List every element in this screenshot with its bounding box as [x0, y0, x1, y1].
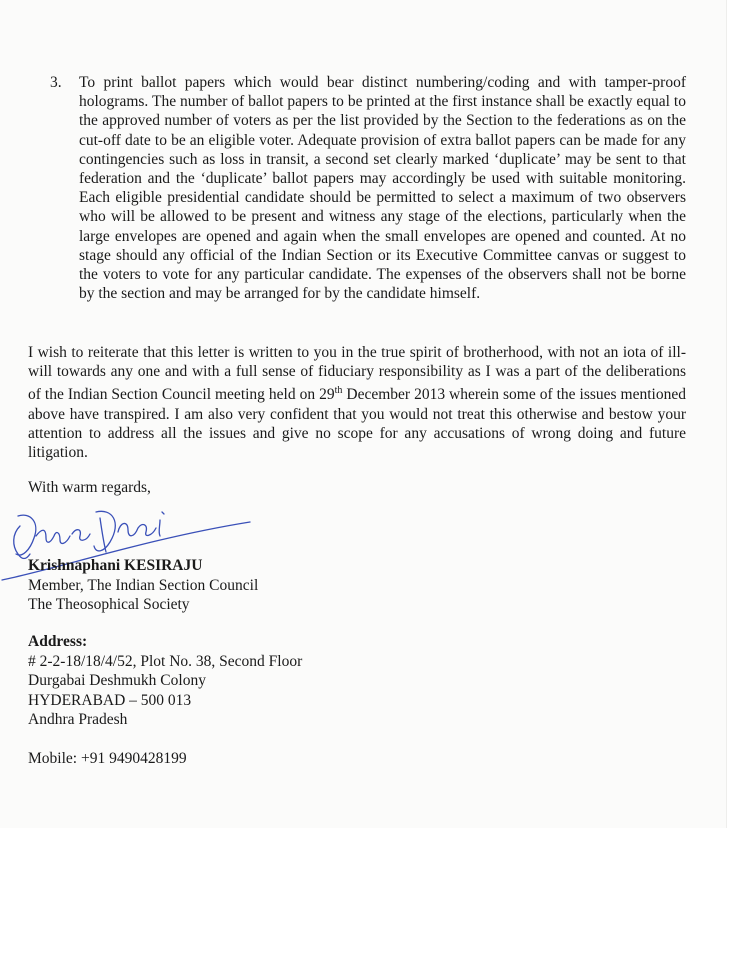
signatory-organization: The Theosophical Society	[28, 596, 190, 614]
paragraph-text-part-2: December 2013 wherein some of the issues mentioned above have transpired. I am also very confident that you would not treat this otherwise and bestow your attention to address all the issues and give no scope for any accusations of wrong doing and future litigation.	[28, 386, 686, 462]
signatory-name: Krishnaphani KESIRAJU	[28, 557, 203, 574]
signatory-block	[28, 556, 258, 615]
address-line: Andhra Pradesh	[28, 711, 128, 729]
address-line: # 2-2-18/18/4/52, Plot No. 38, Second Floor	[28, 652, 303, 670]
closing-salutation: With warm regards,	[28, 479, 151, 496]
address-line: HYDERABAD – 500 013	[28, 691, 192, 709]
signatory-role: Member, The Indian Section Council	[28, 576, 259, 594]
mobile-number: Mobile: +91 9490428199	[28, 750, 187, 767]
body-paragraph	[28, 343, 686, 462]
address-block	[28, 632, 302, 730]
ordinal-superscript: th	[334, 385, 343, 397]
address-line: Durgabai Deshmukh Colony	[28, 672, 206, 690]
address-heading: Address:	[28, 633, 88, 650]
list-item-text: To print ballot papers which would bear distinct numbering/coding and with tamper-proof holograms. The number of ballot papers to be printed at the first instance shall be exactly equal to the approved number of voters as per the list provided by the Section to the federations as on the cut-off date to be an eligible voter. Adequate provision of extra ballot papers can be made for any contingencies such as loss in transit, a second set clearly marked ‘duplicate’ may be sent to that federation and the ‘duplicate’ ballot papers may accordingly be used with suitable monitoring. Each eligible presidential candidate should be permitted to select a maximum of two observers who will be allowed to be present and witness any stage of the elections, particularly when the large envelopes are opened and again when the small envelopes are opened and counted. At no stage should any official of the Indian Section or its Executive Committee canvas or suggest to the voters to vote for any particular candidate. The expenses of the observers shall not be borne by the section and may be arranged for by the candidate himself.	[79, 74, 686, 303]
list-item-number: 3.	[50, 74, 62, 91]
numbered-list-item	[50, 73, 686, 303]
paragraph-text-part-1: I wish to reiterate that this letter is written to you in the true spirit of brotherhood, with not an iota of ill-will towards any one and with a full sense of fiduciary responsibility as I was a part of the deliberations of the Indian Section Council meeting held on 29	[28, 344, 686, 404]
